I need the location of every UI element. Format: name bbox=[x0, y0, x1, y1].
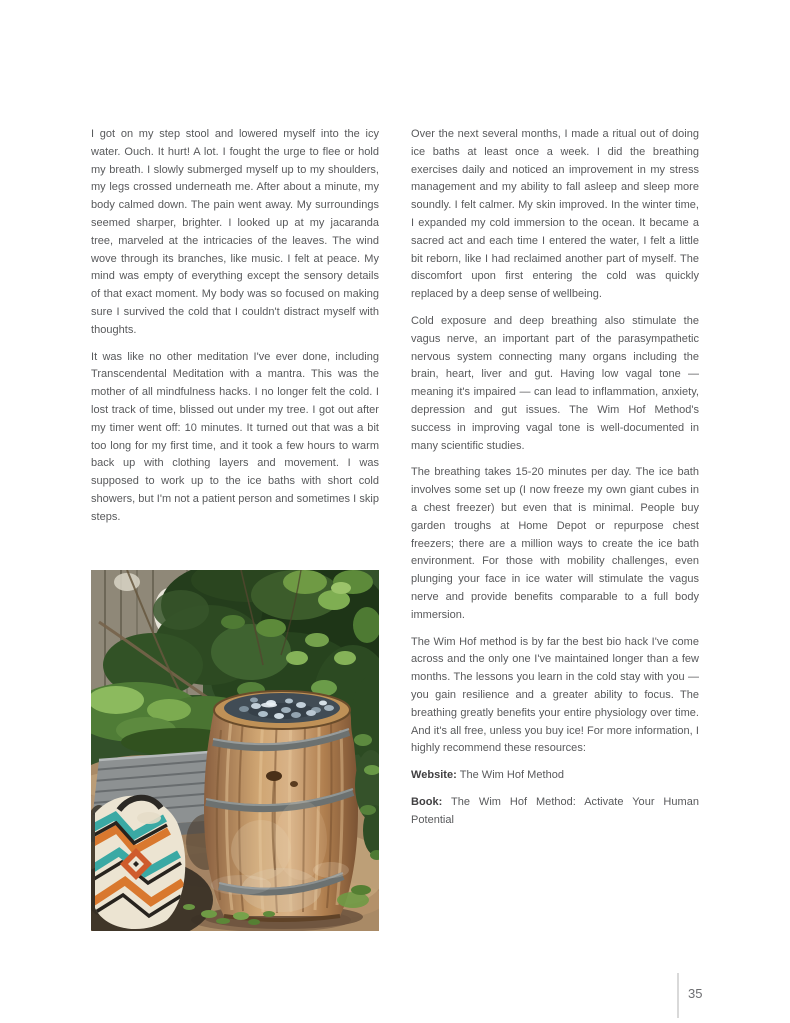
footer-divider-line bbox=[677, 973, 679, 1018]
body-paragraph: Cold exposure and deep breathing also stimulate the vagus nerve, an important part of the parasympathetic nervous system connecting many organs including the brain, heart, liver and gut. Having low vagal tone — meaning it's impaired — can lead to inflammation, anxiety, depression and gut issues. The Wim Hof Method's success in improving vagal tone is well-documented in many scientific studies. bbox=[411, 314, 699, 452]
body-paragraph: The Wim Hof method is by far the best bio hack I've come across and the only one I've maintained longer than a few months. The lessons you learn in the cold stay with you — you gain resilience and a greater ability to focus. The breathing greatly benefits your entire physiology over time. And it's all free, unless you buy ice! For more information, I highly recommend these resources: bbox=[411, 635, 699, 755]
resource-book-label: Book: bbox=[411, 795, 443, 808]
resource-book-value: The Wim Hof Method: Activate Your Human Potential bbox=[411, 795, 699, 826]
resource-book bbox=[411, 794, 699, 830]
body-paragraph: It was like no other meditation I've ever done, including Transcendental Meditation with a mantra. This was the mother of all mindfulness hacks. I no longer felt the cold. I lost track of time, blissed out under my tree. I got out after my timer went off: 10 minutes. It turned out that was a bit too long for my first time, and it took a few hours to warm back up with clothing layers and movement. I was supposed to work up to the ice baths with short cold showers, but I'm not a patient person and sometimes I skip steps. bbox=[91, 350, 379, 523]
page-number: 35 bbox=[688, 986, 703, 1001]
right-column bbox=[411, 126, 699, 838]
resource-website-value: The Wim Hof Method bbox=[459, 769, 564, 782]
body-paragraph: Over the next several months, I made a ritual out of doing ice baths at least once a week. I did the breathing exercises daily and noticed an improvement in my stress management and my ability to fall asleep and sleep more soundly. I felt calmer. My skin improved. In the winter time, I expanded my cold immersion to the ocean. It became a sacred act and each time I entered the water, I felt a little bit reborn, like I had reclaimed another part of myself. The discomfort upon first entering the cold was quickly replaced by a deep sense of wellbeing. bbox=[411, 128, 699, 301]
photo-ice-water bbox=[214, 691, 350, 729]
resource-website bbox=[411, 767, 699, 785]
resource-website-label: Website: bbox=[411, 769, 457, 782]
ice-bath-barrel-photo bbox=[91, 570, 379, 931]
left-column bbox=[91, 126, 379, 536]
body-paragraph: The breathing takes 15-20 minutes per day. The ice bath involves some set up (I now freeze my own giant cubes in a chest freezer) but even that is minimal. People buy garden troughs at Home Depot or repurpose chest freezers; there are a million ways to create the ice bath environment. For those with mobility challenges, even plunging your face in ice water will stimulate the vagus nerve and provide benefits comparable to a full body immersion. bbox=[411, 466, 699, 621]
body-paragraph: I got on my step stool and lowered myself into the icy water. Ouch. It hurt! A lot. I fought the urge to flee or hold my breath. I slowly submerged myself up to my shoulders, my legs crossed underneath me. After about a minute, my body calmed down. The pain went away. My surroundings seemed sharper, brighter. I looked up at my jacaranda tree, marveled at the intricacies of the leaves. The wind wove through its branches, like music. I felt at peace. My mind was empty of everything except the sensory details of that exact moment. My body was so focused on making sure I survived the cold that I couldn't distract myself with thoughts. bbox=[91, 128, 379, 336]
